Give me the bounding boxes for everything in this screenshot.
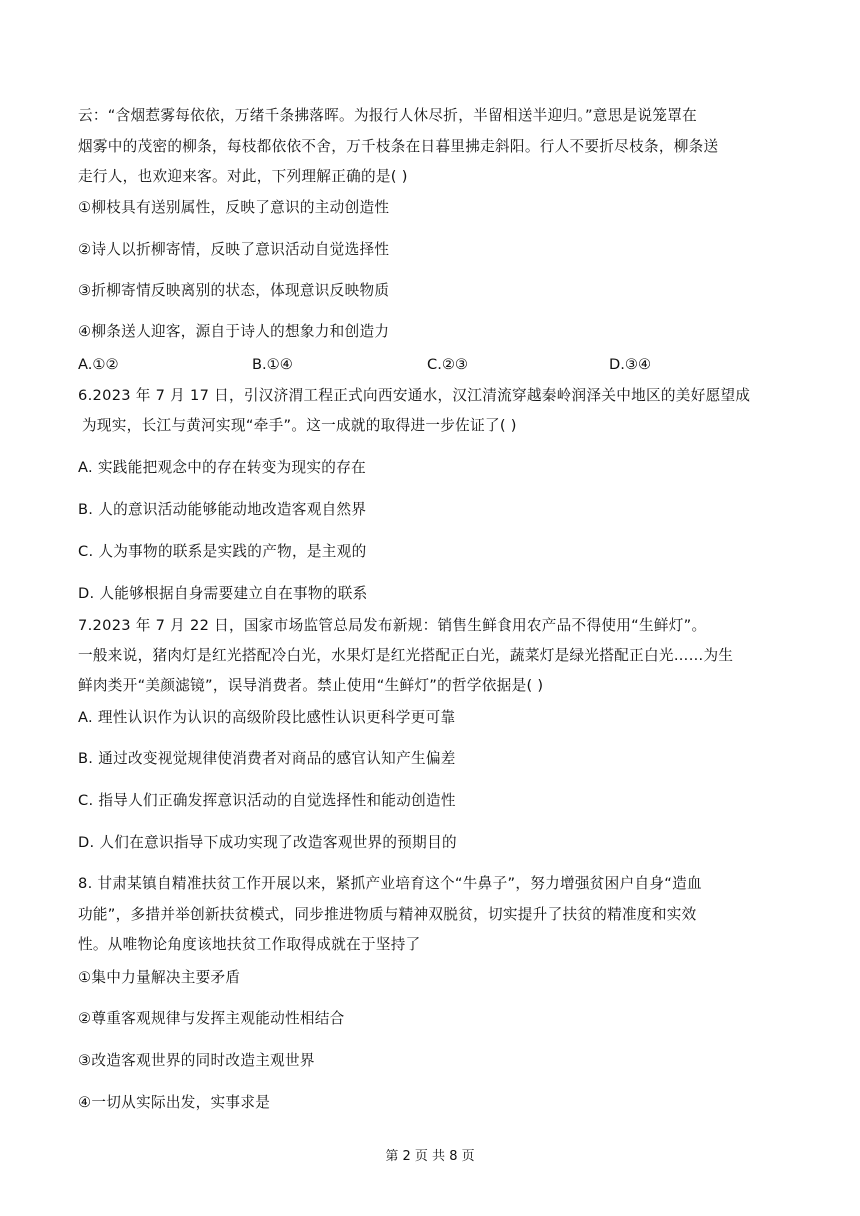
q6-option-a: A. 实践能把观念中的存在转变为现实的存在 bbox=[78, 459, 366, 476]
q8-stem-line-3: 性。从唯物论角度该地扶贫工作取得成就在于坚持了 bbox=[78, 936, 421, 953]
q8-item-2: ②尊重客观规律与发挥主观能动性相结合 bbox=[78, 1010, 345, 1027]
q6-option-c: C. 人为事物的联系是实践的产物，是主观的 bbox=[78, 543, 367, 560]
q5-item-2: ②诗人以折柳寄情，反映了意识活动自觉选择性 bbox=[78, 241, 390, 258]
q5-stem-line-1: 云：“含烟惹雾每依依，万绪千条拂落晖。为报行人休尽折，半留相送半迎归。”意思是说笼罩在 bbox=[78, 107, 698, 124]
q7-stem-line-2: 一般来说，猪肉灯是红光搭配冷白光，水果灯是红光搭配正白光，蔬菜灯是绿光搭配正白光……为生 bbox=[78, 647, 734, 664]
q5-choice-a: A.①② bbox=[78, 356, 119, 373]
q8-item-3: ③改造客观世界的同时改造主观世界 bbox=[78, 1052, 315, 1069]
q5-choice-c: C.②③ bbox=[427, 356, 468, 373]
q5-item-1: ①柳枝具有送别属性，反映了意识的主动创造性 bbox=[78, 199, 390, 216]
q7-stem-line-3: 鲜肉类开“美颜滤镜”，误导消费者。禁止使用“生鲜灯”的哲学依据是( ) bbox=[78, 677, 544, 694]
q7-option-b: B. 通过改变视觉规律使消费者对商品的感官认知产生偏差 bbox=[78, 750, 456, 767]
q7-option-c: C. 指导人们正确发挥意识活动的自觉选择性和能动创造性 bbox=[78, 792, 456, 809]
q6-stem-line-1: 6.2023 年 7 月 17 日，引汉济渭工程正式向西安通水，汉江清流穿越秦岭润泽关中地区的美好愿望成 bbox=[78, 387, 751, 404]
q5-item-4: ④柳条送人迎客，源自于诗人的想象力和创造力 bbox=[78, 323, 390, 340]
q5-choice-b: B.①④ bbox=[252, 356, 293, 373]
q8-stem-line-2: 功能”，多措并举创新扶贫模式，同步推进物质与精神双脱贫，切实提升了扶贫的精准度和实效 bbox=[78, 906, 697, 923]
q5-stem-line-2: 烟雾中的茂密的柳条，每枝都依依不舍，万千枝条在日暮里拂走斜阳。行人不要折尽枝条，柳条送 bbox=[78, 138, 719, 155]
q6-option-b: B. 人的意识活动能够能动地改造客观自然界 bbox=[78, 501, 367, 518]
q5-choice-d: D.③④ bbox=[609, 356, 652, 373]
q5-item-3: ③折柳寄情反映离别的状态，体现意识反映物质 bbox=[78, 282, 390, 299]
q5-stem-line-3: 走行人，也欢迎来客。对此，下列理解正确的是( ) bbox=[78, 168, 408, 185]
q8-stem-line-1: 8. 甘肃某镇自精准扶贫工作开展以来，紧抓产业培育这个“牛鼻子”，努力增强贫困户自身“造血 bbox=[78, 875, 702, 892]
q7-option-a: A. 理性认识作为认识的高级阶段比感性认识更科学更可靠 bbox=[78, 709, 456, 726]
q8-item-4: ④一切从实际出发，实事求是 bbox=[78, 1094, 271, 1111]
q7-stem-line-1: 7.2023 年 7 月 22 日，国家市场监管总局发布新规：销售生鲜食用农产品不得使用“生鲜灯”。 bbox=[78, 617, 707, 634]
q6-stem-line-2: 为现实，长江与黄河实现“牵手”。这一成就的取得进一步佐证了( ) bbox=[82, 417, 517, 434]
page-number-footer: 第 2 页 共 8 页 bbox=[385, 1149, 475, 1164]
q6-option-d: D. 人能够根据自身需要建立自在事物的联系 bbox=[78, 585, 368, 602]
q7-option-d: D. 人们在意识指导下成功实现了改造客观世界的预期目的 bbox=[78, 834, 457, 851]
q8-item-1: ①集中力量解决主要矛盾 bbox=[78, 969, 241, 986]
